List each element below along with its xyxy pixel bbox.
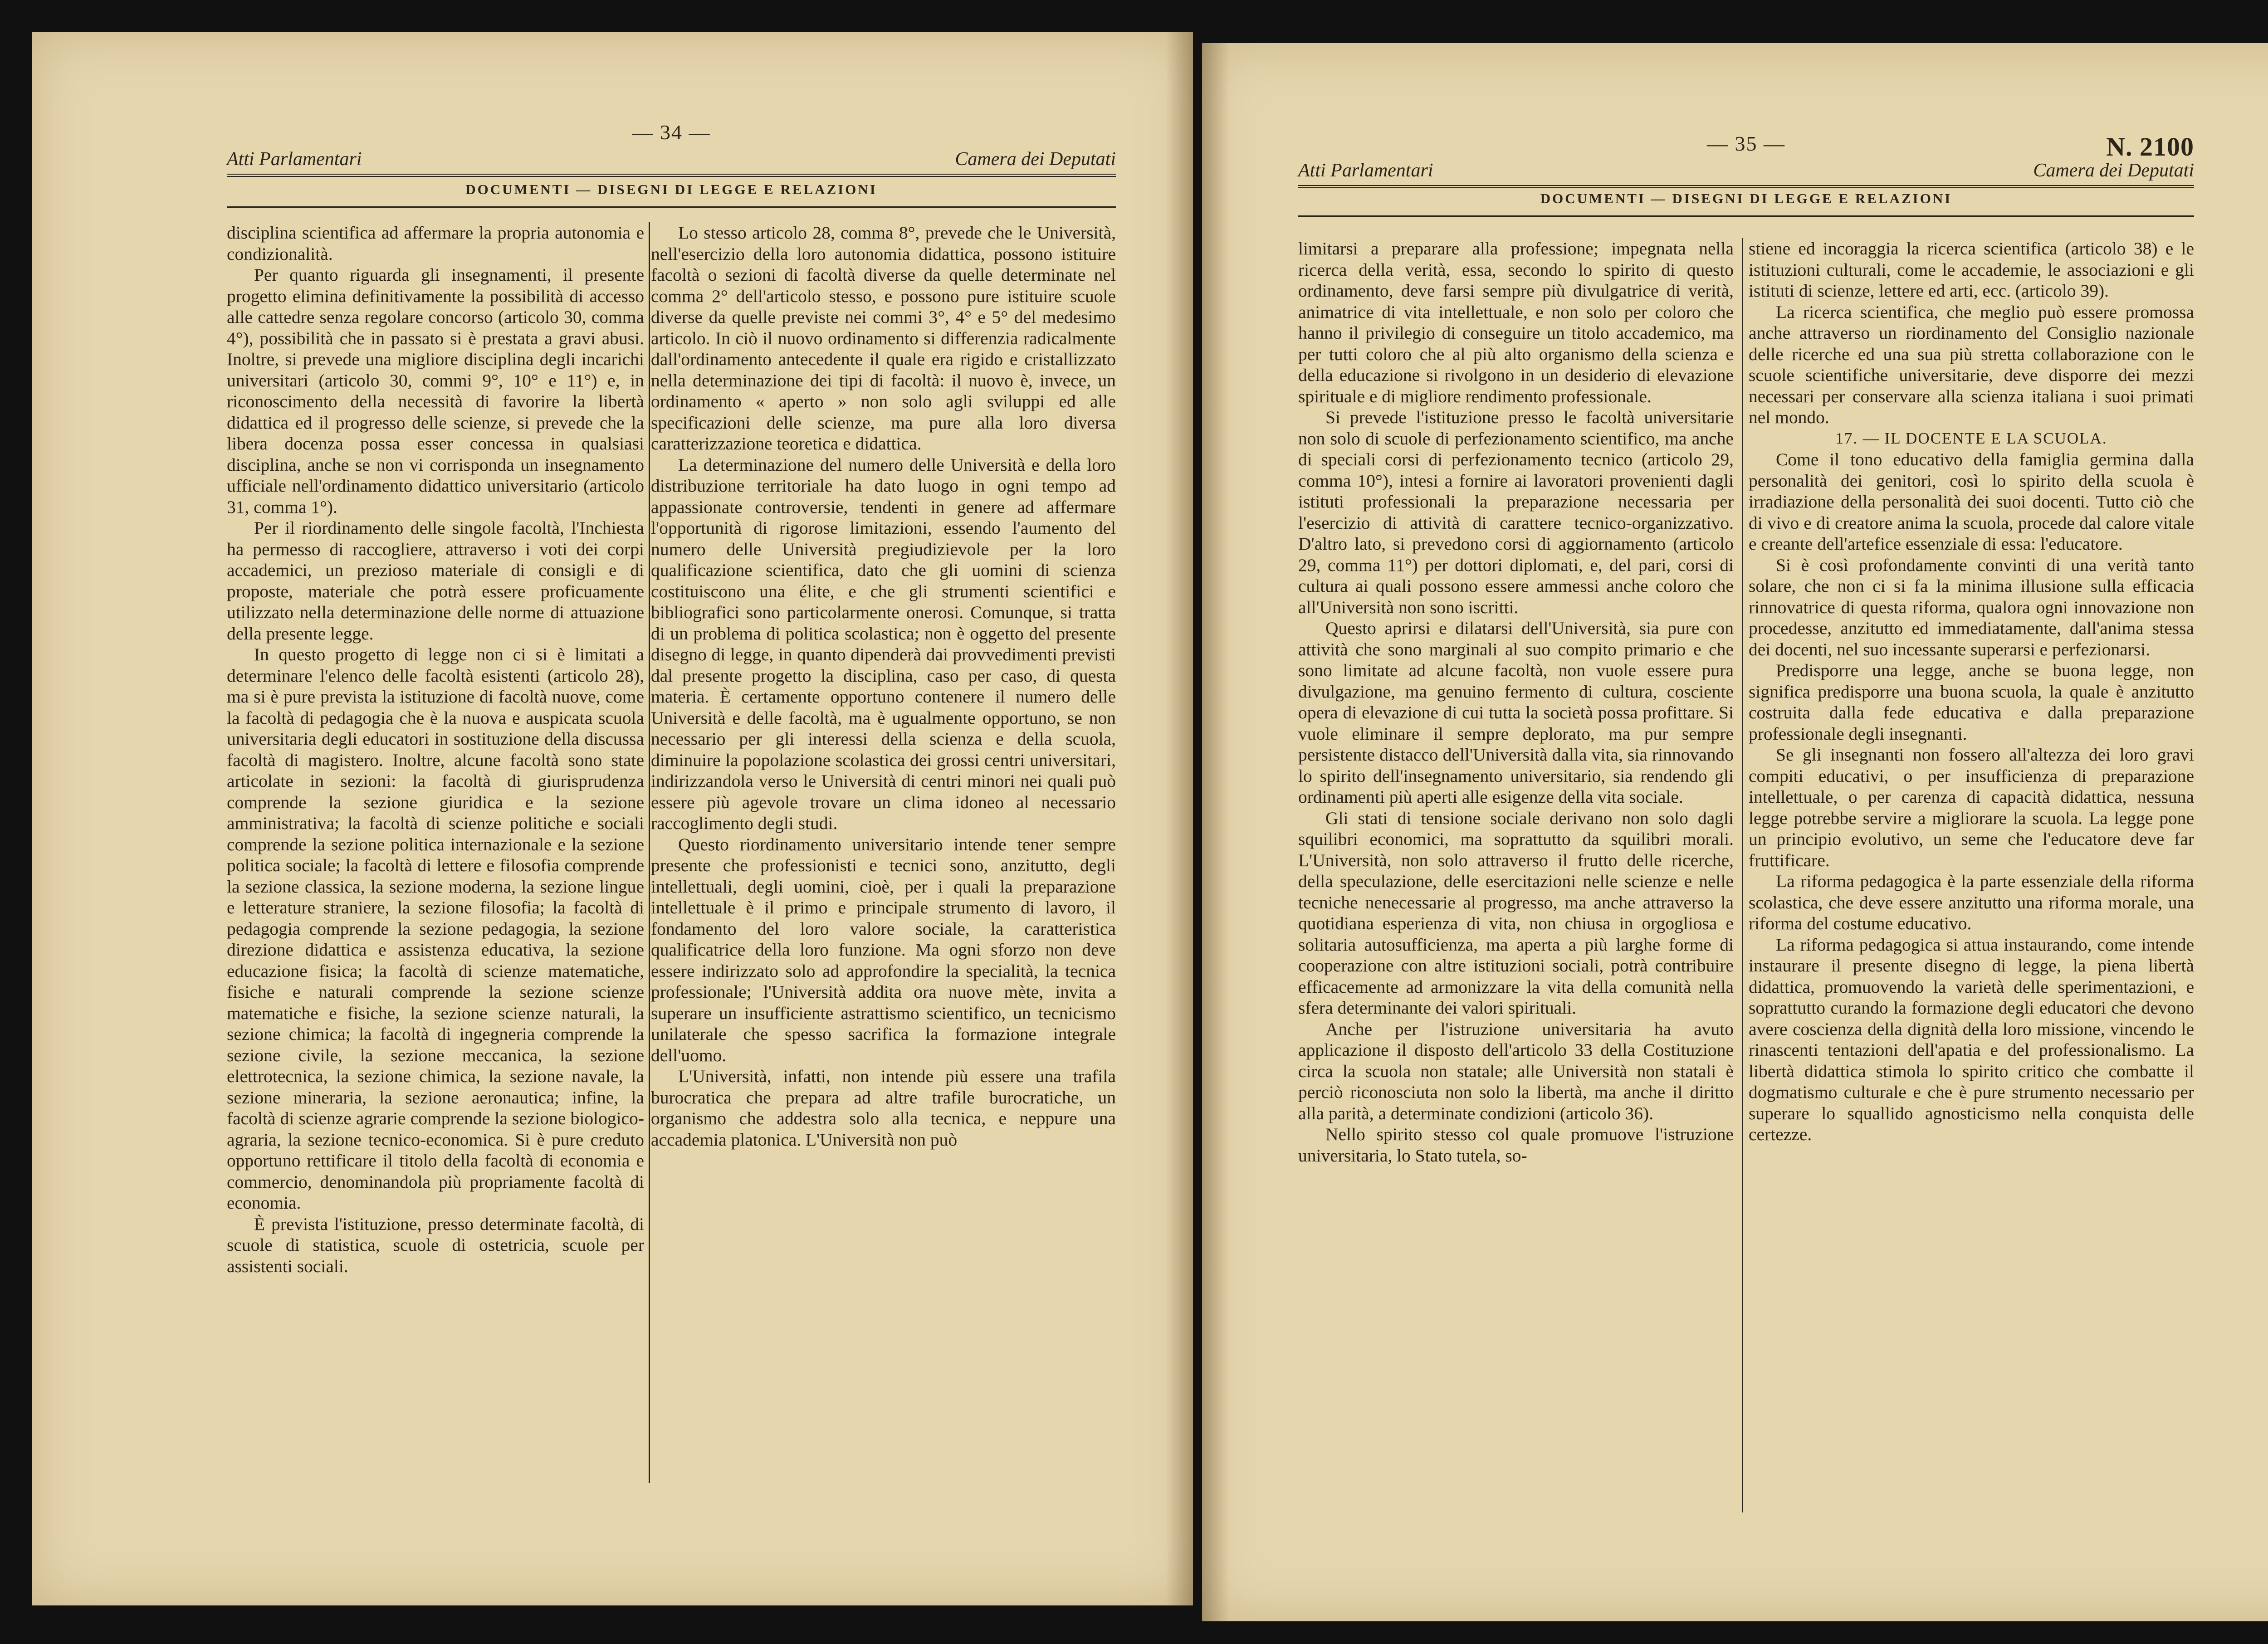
paragraph: stiene ed incoraggia la ricerca scientifica (articolo 38) e le istituzioni culturali, come le accademie, le associazioni e gli istituti di scienze, lettere ed arti, ecc. (articolo 39). xyxy=(1749,239,2194,301)
section-subheader xyxy=(1298,190,2194,213)
header-left-title: Atti Parlamentari xyxy=(227,149,362,170)
page-gutter-shadow xyxy=(1166,32,1193,1605)
right-page xyxy=(1202,43,2268,1621)
paragraph: Predisporre una legge, anche se buona legge, non significa predisporre una buona scuola, la quale è anzitutto costruita dalla fede educativa e dalla preparazione professionale degli insegnanti. xyxy=(1749,660,2194,744)
paragraph: La riforma pedagogica è la parte essenziale della riforma scolastica, che deve essere anzitutto una riforma morale, una riforma del costume educativo. xyxy=(1749,871,2194,933)
paragraph: Se gli insegnanti non fossero all'altezza dei loro gravi compiti educativi, o per insufficienza di preparazione intellettuale, o per carenza di capacità didattica, nessuna legge potrebbe servire a migliorare la scuola. La legge pone un principio evolutivo, un seme che l'educatore deve far fruttificare. xyxy=(1749,745,2194,870)
paragraph: disciplina scientifica ad affermare la propria autonomia e condizionalità. xyxy=(227,223,644,264)
text-column-right xyxy=(1749,238,2194,1145)
header-right-title: Camera dei Deputati xyxy=(2033,160,2194,181)
paragraph: È prevista l'istituzione, presso determinate facoltà, di scuole di statistica, scuole di ostetricia, scuole per assistenti sociali. xyxy=(227,1214,644,1276)
paragraph: Per quanto riguarda gli insegnamenti, il presente progetto elimina definitivamente la possibilità di accesso alle cattedre senza regolare concorso (articolo 30, comma 4°), possibilità che in passato si è prestata a gravi abusi. Inoltre, si prevede una migliore disciplina degli incarichi universitari (articolo 30, commi 9°, 10° e 11°) e, in riconoscimento della necessità di favorire la libertà didattica ed il progresso delle scienze, si prevede che la libera docenza possa esser concessa in qualsiasi disciplina, anche se non vi corrisponda un insegnamento ufficiale nell'ordinamento didattico universitario (articolo 31, comma 1°). xyxy=(227,265,644,517)
paragraph: Questo aprirsi e dilatarsi dell'Università, sia pure con attività che sono marginali al suo compito primario e che sono limitate ad alcune facoltà, non vuole essere pura divulgazione, ma genuino fermento di cultura, cosciente opera di elevazione di cui tutta la società possa profittare. Si vuole eliminare il sempre deplorato, ma pur sempre persistente distacco dell'Università dalla vita, sia rinnovando lo spirito dell'insegnamento universitario, sia rendendo gli ordinamenti più aperti alle esigenze della vita sociale. xyxy=(1298,618,1734,807)
paragraph: L'Università, infatti, non intende più essere una trafila burocratica che prepara ad altre trafile burocratiche, un organismo che addestra solo alla tecnica, e neppure una accademia platonica. L'Università non può xyxy=(651,1066,1116,1150)
paragraph: Gli stati di tensione sociale derivano non solo dagli squilibri economici, ma soprattutto da squilibri morali. L'Università, non solo attraverso il frutto delle ricerche, della speculazione, delle esercitazioni nelle scienze e nelle tecniche nenecessarie al progresso, ma anche attraverso la quotidiana esperienza di vita, non chiusa in orgogliosa e solitaria autosufficienza, ma aperta a più larghe forme di cooperazione con altre istituzioni sociali, potrà contribuire efficacemente ad armonizzare la vita della comunità nella sfera determinante dei valori spirituali. xyxy=(1298,808,1734,1018)
subheader-rule xyxy=(1298,215,2194,217)
page-number: — 34 — xyxy=(632,121,711,144)
paragraph: In questo progetto di legge non ci si è limitati a determinare l'elenco delle facoltà esistenti (articolo 28), ma si è pure prevista la istituzione di facoltà nuove, come la facoltà di pedagogia che è la nuova e auspicata scuola universitaria degli educatori in sostituzione della discussa facoltà di magistero. Inoltre, alcune facoltà sono state articolate in sezioni: la facoltà di giurisprudenza comprende la sezione giuridica e la sezione amministrativa; la facoltà di scienze politiche e sociali comprende la sezione politica internazionale e la sezione politica sociale; la facoltà di lettere e filosofia comprende la sezione classica, la sezione moderna, la sezione lingue e letterature straniere, la sezione filosofia; la facoltà di pedagogia comprende la sezione pedagogia, la sezione direzione didattica e assistenza educativa, la sezione educazione fisica; la facoltà di scienze matematiche, fisiche e naturali comprende la sezione scienze matematiche e fisiche, la sezione scienze naturali, la sezione chimica; la facoltà di ingegneria comprende la sezione civile, la sezione meccanica, la sezione elettrotecnica, la sezione chimica, la sezione navale, la sezione mineraria, la sezione aeronautica; infine, la facoltà di scienze agrarie comprende la sezione biologico-agraria, la sezione tecnico-economica. Si è pure creduto opportuno rettificare il titolo della facoltà di economia e commercio, denominandola più propriamente facoltà di economia. xyxy=(227,644,644,1213)
page-number: — 35 — xyxy=(1707,132,1785,155)
page-gutter-shadow xyxy=(1202,43,1229,1621)
page-header xyxy=(1298,132,2194,188)
paragraph: limitarsi a preparare alla professione; impegnata nella ricerca della verità, essa, secondo lo spirito di questo ordinamento, deve farsi sempre più divulgatrice di verità, animatrice di vita intellettuale, e non solo per coloro che hanno il privilegio di conseguire un titolo accademico, ma per tutti coloro che al più alto organismo della scienza e della educazione si rivolgono in un desiderio di elevazione spirituale e di migliore rendimento professionale. xyxy=(1298,239,1734,406)
paragraph: Come il tono educativo della famiglia germina dalla personalità dei genitori, così lo spirito della scuola è irradiazione della personalità dei suoi docenti. Tutto ciò che di vivo e di creatore anima la scuola, procede dal calore vitale e creante dell'artefice essenziale di essa: l'educatore. xyxy=(1749,449,2194,554)
header-left-title: Atti Parlamentari xyxy=(1298,160,1433,181)
paragraph: Lo stesso articolo 28, comma 8°, prevede che le Università, nell'esercizio della loro autonomia didattica, possono istituire facoltà o sezioni di facoltà diverse da quelle determinate nel comma 2° dell'articolo stesso, e possono pure istituire scuole diverse da quelle previste nei commi 3°, 4° e 5° del medesimo articolo. In ciò il nuovo ordinamento si differenzia radicalmente dall'ordinamento antecedente il quale era rigido e cristallizzato nella determinazione dei tipi di facoltà: il nuovo è, invece, un ordinamento « aperto » non solo agli sviluppi ed alle specificazioni delle scienze, ma pure alla loro diversa caratterizzazione teoretica e didattica. xyxy=(651,223,1116,454)
text-column-left xyxy=(1298,238,1734,1166)
text-column-right xyxy=(651,222,1116,1150)
header-rule xyxy=(227,174,1116,177)
left-page xyxy=(32,32,1193,1605)
subheader-rule xyxy=(227,206,1116,208)
column-divider xyxy=(649,222,650,1483)
page-header xyxy=(227,120,1116,177)
subheader-text: DOCUMENTI — DISEGNI DI LEGGE E RELAZIONI xyxy=(1540,190,1952,206)
paragraph: Per il riordinamento delle singole facoltà, l'Inchiesta ha permesso di raccogliere, attraverso i voti dei corpi accademici, un prezioso materiale di consigli e di proposte, materiale che potrà essere proficuamente utilizzato nella determinazione delle norme di attuazione della presente legge. xyxy=(227,518,644,644)
text-column-left xyxy=(227,222,644,1277)
column-divider xyxy=(1742,238,1743,1512)
document-number: N. 2100 xyxy=(2106,132,2194,161)
paragraph: Anche per l'istruzione universitaria ha avuto applicazione il disposto dell'articolo 33 della Costituzione circa la scuola non statale; alle Università non statali è perciò riconosciuta non solo la libertà, ma anche il diritto alla parità, a determinate condizioni (articolo 36). xyxy=(1298,1019,1734,1123)
paragraph: Si prevede l'istituzione presso le facoltà universitarie non solo di scuole di perfezionamento scientifico, ma anche di speciali corsi di perfezionamento tecnico (articolo 29, comma 10°), intesi a fornire ai lavoratori provenienti dagli istituti professionali la preparazione necessaria per l'esercizio di attività di carattere tecnico-organizzativo. D'altro lato, si prevedono corsi di aggiornamento (articolo 29, comma 11°) per dottori diplomati, e, del pari, corsi di cultura ai quali possono essere ammessi anche coloro che all'Università non sono iscritti. xyxy=(1298,407,1734,617)
paragraph: Si è così profondamente convinti di una verità tanto solare, che non ci si fa la minima illusione sulla efficacia rinnovatrice di questa riforma, qualora ogni innovazione non procedesse, anzitutto ed immediatamente, dall'anima stessa dei docenti, nel suo incessante superarsi e perfezionarsi. xyxy=(1749,555,2194,659)
paragraph: La riforma pedagogica si attua instaurando, come intende instaurare il presente disegno di legge, la piena libertà didattica, promuovendo la varietà delle sperimentazioni, e soprattutto curando la formazione degli educatori che devono avere coscienza della dignità della loro missione, vincendo le rinascenti tentazioni dell'apatia e del professionalismo. La libertà didattica stimola lo spirito critico che combatte il dogmatismo culturale e che è pure strumento necessario per superare lo squallido agnosticismo nella conquista delle certezze. xyxy=(1749,934,2194,1144)
section-title: 17. — IL DOCENTE E LA SCUOLA. xyxy=(1835,429,2107,447)
subheader-text: DOCUMENTI — DISEGNI DI LEGGE E RELAZIONI xyxy=(465,181,877,197)
paragraph: Nello spirito stesso col quale promuove l'istruzione universitaria, lo Stato tutela, so- xyxy=(1298,1124,1734,1166)
section-subheader xyxy=(227,181,1116,204)
paragraph: Questo riordinamento universitario intende tener sempre presente che professionisti e tecnici sono, anzitutto, degli intellettuali, degli uomini, cioè, per i quali la preparazione intellettuale è il primo e principale strumento di lavoro, il fondamento del loro valore sociale, la caratteristica qualificatrice della loro funzione. Ma ogni sforzo non deve essere indirizzato solo ad approfondire la specialità, la tecnica professionale; l'Università addita ora nuove mète, invita a superare un insufficiente astrattismo scientifico, un tecnicismo unilaterale che spesso sacrifica la formazione integrale dell'uomo. xyxy=(651,834,1116,1065)
header-right-title: Camera dei Deputati xyxy=(955,149,1116,170)
header-rule xyxy=(1298,185,2194,188)
paragraph: La ricerca scientifica, che meglio può essere promossa anche attraverso un riordinamento del Consiglio nazionale delle ricerche ed una sua più stretta collaborazione con le scuole scientifiche universitarie, deve disporre dei mezzi necessari per conservare alla scienza italiana i suoi primati nel mondo. xyxy=(1749,302,2194,427)
paragraph: La determinazione del numero delle Università e della loro distribuzione territoriale ha dato luogo in ogni tempo ad appassionate controversie, tendenti in genere ad affermare l'opportunità di rigorose limitazioni, essendo l'aumento del numero delle Università pregiudizievole per la loro qualificazione scientifica, dato che gli uomini di scienza costituiscono una élite, e che gli strumenti scientifici e bibliografici sono particolarmente onerosi. Comunque, si tratta di un problema di politica scolastica; non è oggetto del presente disegno di legge, in quanto dipenderà dai provvedimenti previsti dal presente progetto la disciplina, caso per caso, di questa materia. È certamente opportuno contenere il numero delle Università e delle facoltà, ma è ugualmente opportuno, se non necessario per gli interessi della scienza e della scuola, diminuire la popolazione scolastica dei grossi centri universitari, indirizzandola verso le Università di centri minori nei quali può essere più agevole trovare un clima idoneo al necessario raccoglimento degli studi. xyxy=(651,454,1116,833)
